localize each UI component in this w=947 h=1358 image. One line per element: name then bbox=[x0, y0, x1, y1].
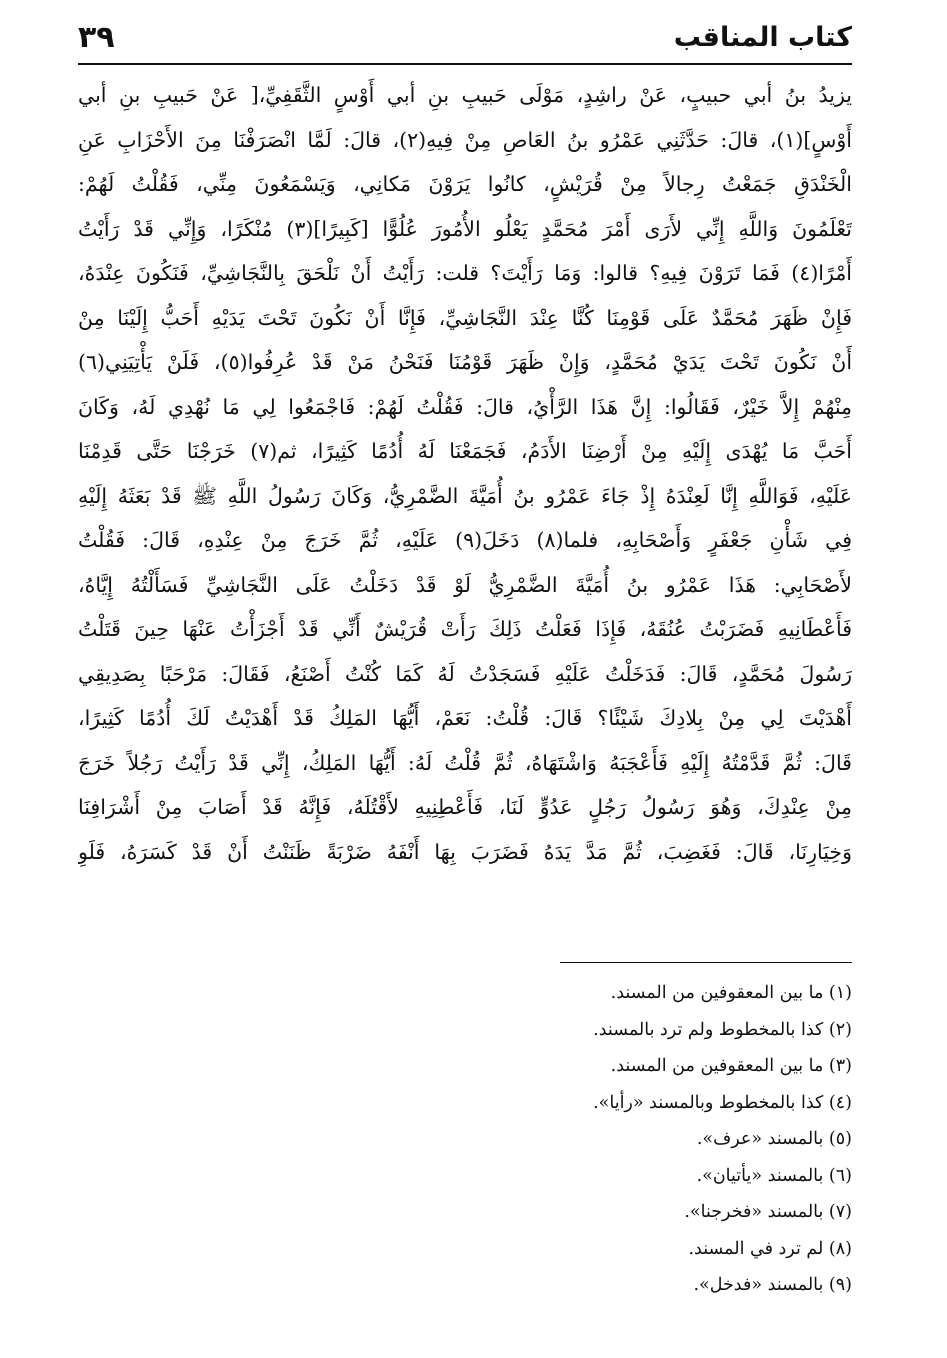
header-rule bbox=[78, 63, 852, 65]
text-line: مِنْ عِنْدِكَ، وَهُوَ رَسُولُ رَجُلٍ عَدُوٍّ لَنَا، فَأَعْطِنِيهِ لأَقْتُلَهُ، فَإِنَّهُ قَدْ أَصَابَ مِنْ أَشْرَافِنَا bbox=[78, 795, 852, 819]
text-line: رَسُولَ مُحَمَّدٍ، قَالَ: فَدَخَلْتُ عَلَيْهِ فَسَجَدْتُ لَهُ كَمَا كُنْتُ أَصْنَعُ، فَقَالَ: مَرْحَبًا بِصَدِيقِي bbox=[78, 661, 852, 686]
text-line: تَعْلَمُونَ وَاللَّهِ إِنِّي لأَرَى أَمْرَ مُحَمَّدٍ يَعْلُو الأُمُورَ عُلُوًّا [كَبِيرًا](٣) مُنْكَرًا، وَإِنِّي قَدْ رَأَيْتُ bbox=[78, 216, 852, 241]
text-line: قَالَ: ثُمَّ قَدَّمْتُهُ إِلَيْهِ فَأَعْجَبَهُ وَاشْتَهَاهُ، ثُمَّ قُلْتُ لَهُ: أَيُّهَا المَلِكُ، إِنِّي قَدْ رَأَيْتُ رَجُلاً خَرَجَ bbox=[78, 750, 852, 775]
footnote: (٨) لم ترد في المسند. bbox=[688, 1238, 852, 1259]
text-line: أَمْرًا(٤) فَمَا تَرَوْنَ فِيهِ؟ قالوا: وَمَا رَأَيْتَ؟ قلت: رَأَيْتُ أَنْ نَلْحَقَ بِالنَّجَاشِيِّ، فَنَكُونَ عِنْدَهُ، bbox=[78, 261, 852, 285]
footnote: (١) ما بين المعقوفين من المسند. bbox=[610, 983, 852, 1003]
text-line: عَلَيْهِ، فَوَاللَّهِ إِنَّا لَعِنْدَهُ إِذْ جَاءَ عَمْرُو بنُ أُمَيَّةَ الضَّمْرِيُّ، وَكَانَ رَسُولُ اللَّهِ ﷺ قَدْ بَعَثَهُ إِلَيْهِ bbox=[78, 483, 852, 508]
text-line: يزيدُ بنُ أبي حبيبٍ، عَنْ راشِدٍ، مَوْلَى حَبيبِ بنِ أبي أَوْسٍ الثَّقَفِيِّ،[ عَنْ حَبيبِ بنِ أبي bbox=[78, 83, 852, 107]
text-line: الْخَنْدَقِ جَمَعْتُ رِجالاً مِنْ قُرَيْشٍ، كانُوا يَرَوْنَ مَكانِي، وَيَسْمَعُونَ مِنِّي، فَقُلْتُ لَهُمْ: bbox=[78, 172, 852, 196]
text-line: وَخِيَارِنَا، قَالَ: فَغَضِبَ، ثُمَّ مَدَّ يَدَهُ فَضَرَبَ بِهَا أَنْفَهُ ضَرْبَةً ظَنَنْتُ أَنْ قَدْ كَسَرَهُ، فَلَوِ bbox=[78, 839, 852, 864]
text-line: لأَصْحَابِي: هَذَا عَمْرُو بنُ أُمَيَّةَ الضَّمْرِيُّ لَوْ قَدْ دَخَلْتُ عَلَى النَّجَاشِيِّ فَسَأَلْتُهُ إِيَّاهُ، bbox=[78, 572, 852, 597]
text-line: أَوْسٍ](١)، قالَ: حَدَّثَنِي عَمْرُو بنُ العَاصِ مِنْ فِيهِ(٢)، قالَ: لَمَّا انْصَرَفْنَا مِنَ الأَحْزَابِ عَنِ bbox=[78, 127, 852, 152]
page-number: ٣٩ bbox=[78, 20, 115, 55]
footnote: (٩) بالمسند «فدخل». bbox=[693, 1275, 852, 1295]
footnote: (٦) بالمسند «يأتيان». bbox=[696, 1165, 852, 1186]
text-line: أَنْ نَكُونَ تَحْتَ يَدَيْ مُحَمَّدٍ، وَإِنْ ظَهَرَ قَوْمُنَا فَنَحْنُ مَنْ قَدْ عُرِفُوا(٥)، فَلَنْ يَأْتِيَنِي(٦) bbox=[78, 350, 852, 374]
text-line: فِي شَأْنِ جَعْفَرٍ وَأَصْحَابِهِ، فلما(٨) دَخَلَ(٩) عَلَيْهِ، ثُمَّ خَرَجَ مِنْ عِنْدِهِ، قَالَ: فَقُلْتُ bbox=[78, 528, 852, 552]
text-line: مِنْهُمْ إِلاَّ خَيْرٌ، فَقَالُوا: إِنَّ هَذَا الرَّأْيُ، قالَ: فَقُلْتُ لَهُمْ: فَاجْمَعُوا لِي مَا نُهْدِي لَهُ، وَكَانَ bbox=[78, 394, 852, 419]
text-line: أَهْدَيْتَ لِي مِنْ بِلادِكَ شَيْئًا؟ قَالَ: قُلْتُ: نَعَمْ، أَيُّهَا المَلِكُ قَدْ أَهْدَيْتُ لَكَ أُدُمًا كَثِيرًا، bbox=[78, 706, 852, 730]
footnote: (٧) بالمسند «فخرجنا». bbox=[684, 1202, 852, 1222]
page-header bbox=[78, 14, 852, 70]
footnote: (٥) بالمسند «عرف». bbox=[696, 1129, 852, 1149]
footnotes bbox=[252, 975, 852, 1304]
text-line: فَإِنْ ظَهَرَ مُحَمَّدٌ عَلَى قَوْمِنَا كُنَّا عِنْدَ النَّجَاشِيِّ، فَإِنَّا أَنْ نَكُونَ تَحْتَ يَدَيْهِ أَحَبُّ إِلَيْنَا مِنْ bbox=[78, 305, 852, 330]
footnote: (٢) كذا بالمخطوط ولم ترد بالمسند. bbox=[593, 1019, 852, 1040]
footnote: (٤) كذا بالمخطوط وبالمسند «رأيا». bbox=[593, 1092, 852, 1113]
footnote-separator bbox=[560, 962, 852, 963]
footnote: (٣) ما بين المعقوفين من المسند. bbox=[610, 1056, 852, 1076]
running-title: كتاب المناقب bbox=[673, 22, 852, 53]
text-line: أَحَبَّ مَا يُهْدَى إِلَيْهِ مِنْ أَرْضِنَا الأَدَمُ، فَجَمَعْنَا لَهُ أُدُمًا كَثِيرًا، ثم(٧) خَرَجْنَا حَتَّى قَدِمْنَا bbox=[78, 439, 852, 463]
text-line: فَأَعْطَانِيهِ فَضَرَبْتُ عُنُقَهُ، فَإِذَا فَعَلْتُ ذَلِكَ رَأَتْ قُرَيْشٌ أَنِّي قَدْ أَجْزَأْتُ عَنْهَا حِينَ قَتَلْتُ bbox=[78, 617, 852, 641]
main-text bbox=[78, 73, 852, 874]
